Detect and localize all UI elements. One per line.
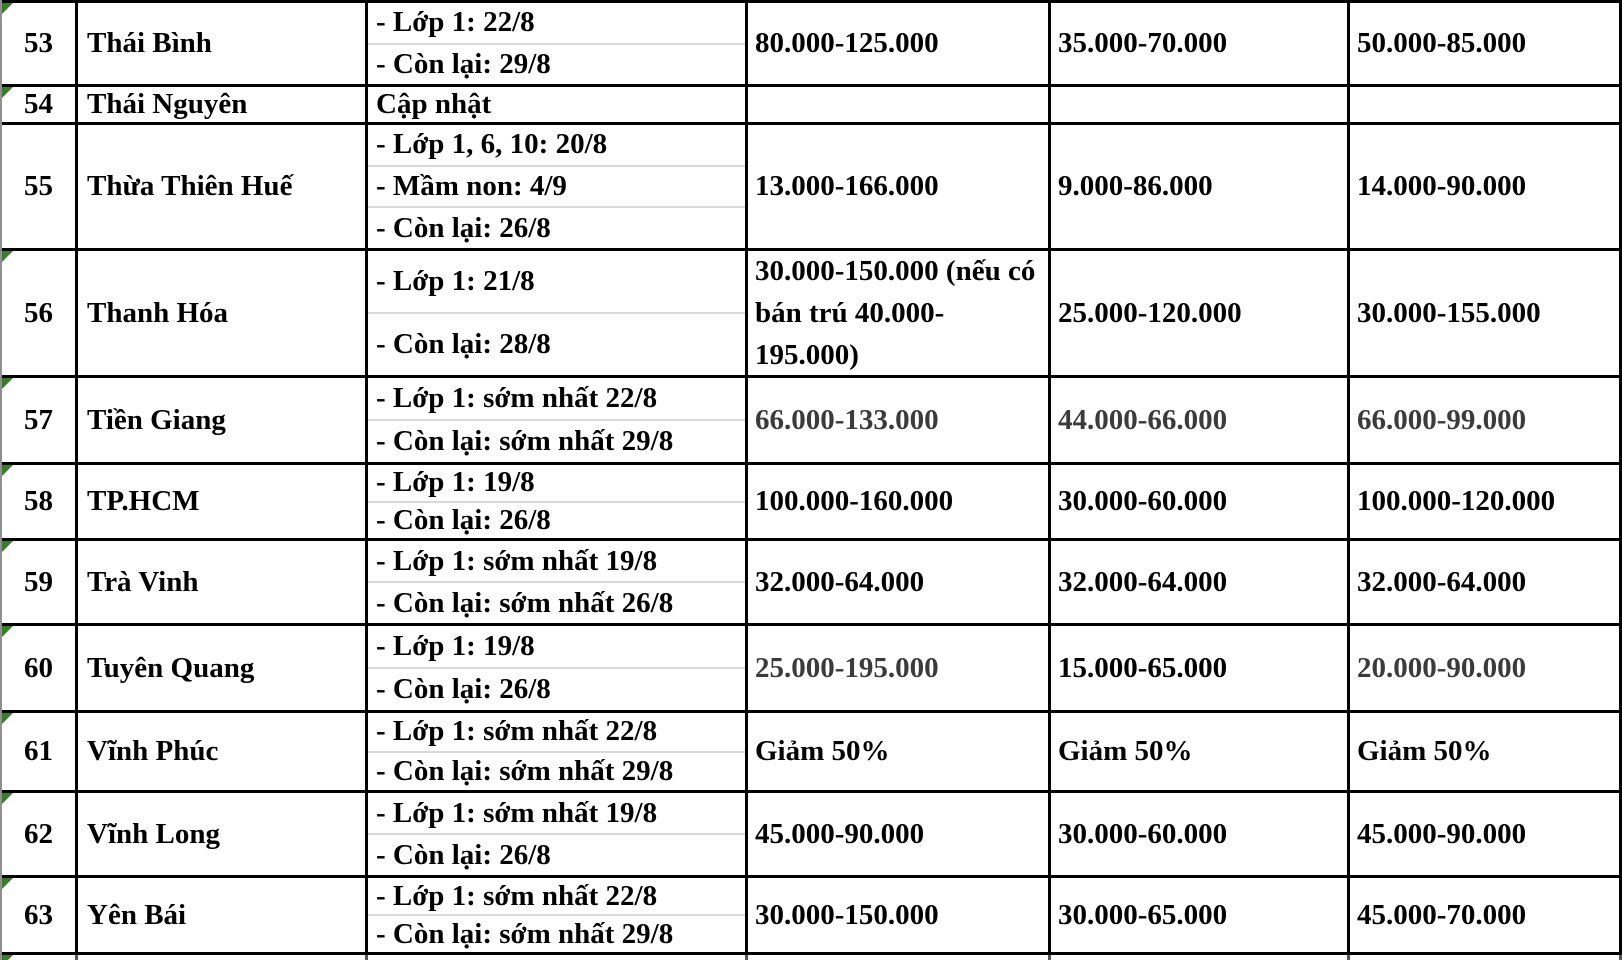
date-line <box>368 878 745 914</box>
province-cell[interactable] <box>78 626 368 710</box>
dates-cell[interactable] <box>368 251 748 375</box>
fee-range: 32.000-64.000 <box>1058 565 1228 598</box>
date-text: - Lớp 1: sớm nhất 19/8 <box>376 544 658 577</box>
fee-cell-1[interactable] <box>748 465 1051 538</box>
fee-cell-1[interactable] <box>748 87 1051 122</box>
fee-cell-3[interactable] <box>1350 3 1622 84</box>
province-cell[interactable] <box>78 3 368 84</box>
fee-cell-1[interactable] <box>748 626 1051 710</box>
dates-cell[interactable] <box>368 713 748 790</box>
date-line <box>368 501 745 539</box>
date-text: - Còn lại: 28/8 <box>376 328 551 361</box>
date-text: - Lớp 1: 19/8 <box>376 466 535 499</box>
row-number: 53 <box>24 27 53 60</box>
date-line <box>368 312 745 375</box>
date-text: - Lớp 1: 21/8 <box>376 265 535 298</box>
province-cell[interactable] <box>78 125 368 248</box>
row-number-cell[interactable] <box>2 793 78 875</box>
dates-cell[interactable] <box>368 626 748 710</box>
fee-range: 30.000-155.000 <box>1357 296 1541 329</box>
error-triangle-icon <box>2 713 13 724</box>
fee-range: 30.000-150.000 (nếu có bán trú 40.000-195.000) <box>755 254 1036 372</box>
date-line <box>368 793 745 833</box>
fee-range: 32.000-64.000 <box>1357 565 1527 598</box>
row-number: 59 <box>24 565 53 598</box>
table-row <box>2 84 1622 122</box>
dates-cell[interactable] <box>368 955 748 960</box>
row-number-cell[interactable] <box>2 626 78 710</box>
province-name: Tiền Giang <box>87 403 226 436</box>
error-triangle-icon <box>2 541 13 552</box>
row-number: 62 <box>24 817 53 850</box>
fee-range: Giảm 50% <box>1357 735 1492 768</box>
error-triangle-icon <box>2 626 13 637</box>
date-text: - Lớp 1: sớm nhất 22/8 <box>376 715 658 748</box>
error-triangle-icon <box>2 793 13 804</box>
error-triangle-icon <box>2 3 13 14</box>
fee-cell-3[interactable] <box>1350 878 1622 952</box>
date-line <box>368 626 745 667</box>
fee-range: 9.000-86.000 <box>1058 170 1213 203</box>
date-text: - Còn lại: 26/8 <box>376 503 551 536</box>
date-text: - Còn lại: 29/8 <box>376 47 551 80</box>
date-line <box>368 713 745 751</box>
province-name: Thái Nguyên <box>87 88 248 121</box>
fee-cell-3[interactable] <box>1350 955 1622 960</box>
fee-range: 44.000-66.000 <box>1058 403 1228 436</box>
province-name: Thanh Hóa <box>87 296 229 329</box>
date-text: - Lớp 1, 6, 10: 20/8 <box>376 128 608 161</box>
province-cell[interactable] <box>78 713 368 790</box>
fee-range: 13.000-166.000 <box>755 170 939 203</box>
province-name: Thừa Thiên Huế <box>87 170 293 203</box>
fee-range: 30.000-150.000 <box>755 898 939 931</box>
date-line <box>368 206 745 248</box>
row-number-cell[interactable] <box>2 713 78 790</box>
province-cell[interactable] <box>78 378 368 462</box>
fee-range: 30.000-65.000 <box>1058 898 1228 931</box>
province-cell[interactable] <box>78 251 368 375</box>
date-line <box>368 419 745 462</box>
fee-range: 20.000-90.000 <box>1357 651 1527 684</box>
table-row <box>2 375 1622 462</box>
date-line <box>368 251 745 312</box>
fee-range: 45.000-70.000 <box>1357 898 1527 931</box>
date-text: - Lớp 1: sớm nhất 19/8 <box>376 796 658 829</box>
date-text: - Còn lại: sớm nhất 29/8 <box>376 754 674 787</box>
fee-cell-1[interactable] <box>748 955 1051 960</box>
dates-cell[interactable] <box>368 793 748 875</box>
province-cell[interactable] <box>78 955 368 960</box>
fee-cell-1[interactable] <box>748 378 1051 462</box>
row-number: 60 <box>24 651 53 684</box>
table-row <box>2 538 1622 623</box>
error-triangle-icon <box>2 465 13 476</box>
province-name: Tuyên Quang <box>87 651 255 684</box>
date-text: - Còn lại: 26/8 <box>376 211 551 244</box>
date-text: - Lớp 1: 22/8 <box>376 6 535 39</box>
fee-range: Giảm 50% <box>1058 735 1193 768</box>
fee-cell-1[interactable] <box>748 3 1051 84</box>
fee-cell-1[interactable] <box>748 541 1051 623</box>
fee-range: 25.000-120.000 <box>1058 296 1242 329</box>
fee-cell-3[interactable] <box>1350 378 1622 462</box>
table-row <box>2 623 1622 710</box>
fee-range: 35.000-70.000 <box>1058 27 1228 60</box>
fee-cell-2[interactable] <box>1051 465 1350 538</box>
row-number: 61 <box>24 735 53 768</box>
row-number: 57 <box>24 403 53 436</box>
fee-cell-3[interactable] <box>1350 626 1622 710</box>
fee-range: 66.000-133.000 <box>755 403 939 436</box>
date-line <box>368 165 745 207</box>
date-text: - Còn lại: sớm nhất 26/8 <box>376 586 674 619</box>
table-row <box>2 122 1622 248</box>
date-line <box>368 833 745 875</box>
row-number-cell[interactable] <box>2 87 78 122</box>
date-text: - Còn lại: sớm nhất 29/8 <box>376 917 674 950</box>
fee-range: 80.000-125.000 <box>755 27 939 60</box>
row-number-cell[interactable] <box>2 465 78 538</box>
province-name: Vĩnh Phúc <box>87 735 219 768</box>
fee-range: 32.000-64.000 <box>755 565 925 598</box>
fee-range: 66.000-99.000 <box>1357 403 1527 436</box>
row-number: 58 <box>24 485 53 518</box>
fee-range: 100.000-120.000 <box>1357 485 1556 518</box>
row-number-cell[interactable] <box>2 878 78 952</box>
table-row <box>2 710 1622 790</box>
date-text: - Lớp 1: sớm nhất 22/8 <box>376 879 658 912</box>
fee-range: 25.000-195.000 <box>755 651 939 684</box>
fee-cell-2[interactable] <box>1051 955 1350 960</box>
error-triangle-icon <box>2 251 13 262</box>
row-number-cell[interactable] <box>2 378 78 462</box>
province-cell[interactable] <box>78 87 368 122</box>
province-cell[interactable] <box>78 541 368 623</box>
row-number-cell[interactable] <box>2 955 78 960</box>
row-number-cell[interactable] <box>2 251 78 375</box>
fee-cell-2[interactable] <box>1051 878 1350 952</box>
row-number-cell[interactable] <box>2 125 78 248</box>
row-number-cell[interactable] <box>2 3 78 84</box>
dates-cell[interactable] <box>368 87 748 122</box>
date-line <box>368 43 745 85</box>
table-row <box>2 0 1622 84</box>
province-name: Trà Vinh <box>87 565 199 598</box>
date-text: Cập nhật <box>376 88 492 121</box>
table-row <box>2 248 1622 375</box>
fee-cell-2[interactable] <box>1051 87 1350 122</box>
error-triangle-icon <box>2 87 13 98</box>
date-line <box>368 465 745 501</box>
province-cell[interactable] <box>78 878 368 952</box>
province-cell[interactable] <box>78 465 368 538</box>
fee-range: 30.000-60.000 <box>1058 817 1228 850</box>
fee-cell-1[interactable] <box>748 251 1051 375</box>
dates-cell[interactable] <box>368 465 748 538</box>
fee-cell-2[interactable] <box>1051 251 1350 375</box>
fee-range: 100.000-160.000 <box>755 485 954 518</box>
province-name: TP.HCM <box>87 485 200 518</box>
error-triangle-icon <box>2 955 13 960</box>
next-row-partial <box>2 952 1622 960</box>
fee-cell-3[interactable] <box>1350 465 1622 538</box>
fee-cell-3[interactable] <box>1350 251 1622 375</box>
row-number: 63 <box>24 898 53 931</box>
date-line <box>368 581 745 623</box>
fee-range: 30.000-60.000 <box>1058 485 1228 518</box>
date-text: - Còn lại: sớm nhất 29/8 <box>376 425 674 458</box>
date-text: - Lớp 1: 19/8 <box>376 630 535 663</box>
date-line <box>368 378 745 419</box>
fee-cell-1[interactable] <box>748 125 1051 248</box>
error-triangle-icon <box>2 378 13 389</box>
dates-cell[interactable] <box>368 125 748 248</box>
fee-range: 15.000-65.000 <box>1058 651 1228 684</box>
table-row <box>2 462 1622 538</box>
province-name: Thái Bình <box>87 27 212 60</box>
fee-cell-1[interactable] <box>748 878 1051 952</box>
row-number-cell[interactable] <box>2 541 78 623</box>
error-triangle-icon <box>2 878 13 889</box>
fee-cell-2[interactable] <box>1051 713 1350 790</box>
table-row <box>2 875 1622 952</box>
province-name: Yên Bái <box>87 898 187 931</box>
fee-cell-1[interactable] <box>748 713 1051 790</box>
fee-cell-3[interactable] <box>1350 87 1622 122</box>
fee-range: 14.000-90.000 <box>1357 170 1527 203</box>
province-cell[interactable] <box>78 793 368 875</box>
date-line <box>368 3 745 43</box>
date-line <box>368 87 745 122</box>
fee-cell-2[interactable] <box>1051 125 1350 248</box>
date-line <box>368 914 745 952</box>
dates-cell[interactable] <box>368 541 748 623</box>
fee-cell-2[interactable] <box>1051 541 1350 623</box>
date-text: - Còn lại: 26/8 <box>376 838 551 871</box>
fee-range: 45.000-90.000 <box>755 817 925 850</box>
date-text: - Còn lại: 26/8 <box>376 673 551 706</box>
fee-table-rows <box>2 0 1622 952</box>
row-number: 56 <box>24 296 53 329</box>
date-text: - Lớp 1: sớm nhất 22/8 <box>376 382 658 415</box>
dates-cell[interactable] <box>368 378 748 462</box>
fee-range: 50.000-85.000 <box>1357 27 1527 60</box>
fee-cell-3[interactable] <box>1350 541 1622 623</box>
fee-cell-2[interactable] <box>1051 793 1350 875</box>
date-line <box>368 751 745 791</box>
fee-cell-2[interactable] <box>1051 378 1350 462</box>
fee-cell-3[interactable] <box>1350 793 1622 875</box>
date-line <box>368 541 745 581</box>
fee-cell-1[interactable] <box>748 793 1051 875</box>
fee-cell-2[interactable] <box>1051 626 1350 710</box>
fee-range: Giảm 50% <box>755 735 890 768</box>
table-row <box>2 790 1622 875</box>
province-name: Vĩnh Long <box>87 817 220 850</box>
date-line <box>368 125 745 165</box>
date-line <box>368 667 745 710</box>
date-text: - Mầm non: 4/9 <box>376 170 567 203</box>
fee-cell-3[interactable] <box>1350 713 1622 790</box>
row-number: 54 <box>24 88 53 121</box>
row-number: 55 <box>24 170 53 203</box>
fee-range: 45.000-90.000 <box>1357 817 1527 850</box>
fee-cell-3[interactable] <box>1350 125 1622 248</box>
dates-cell[interactable] <box>368 878 748 952</box>
fee-cell-2[interactable] <box>1051 3 1350 84</box>
dates-cell[interactable] <box>368 3 748 84</box>
